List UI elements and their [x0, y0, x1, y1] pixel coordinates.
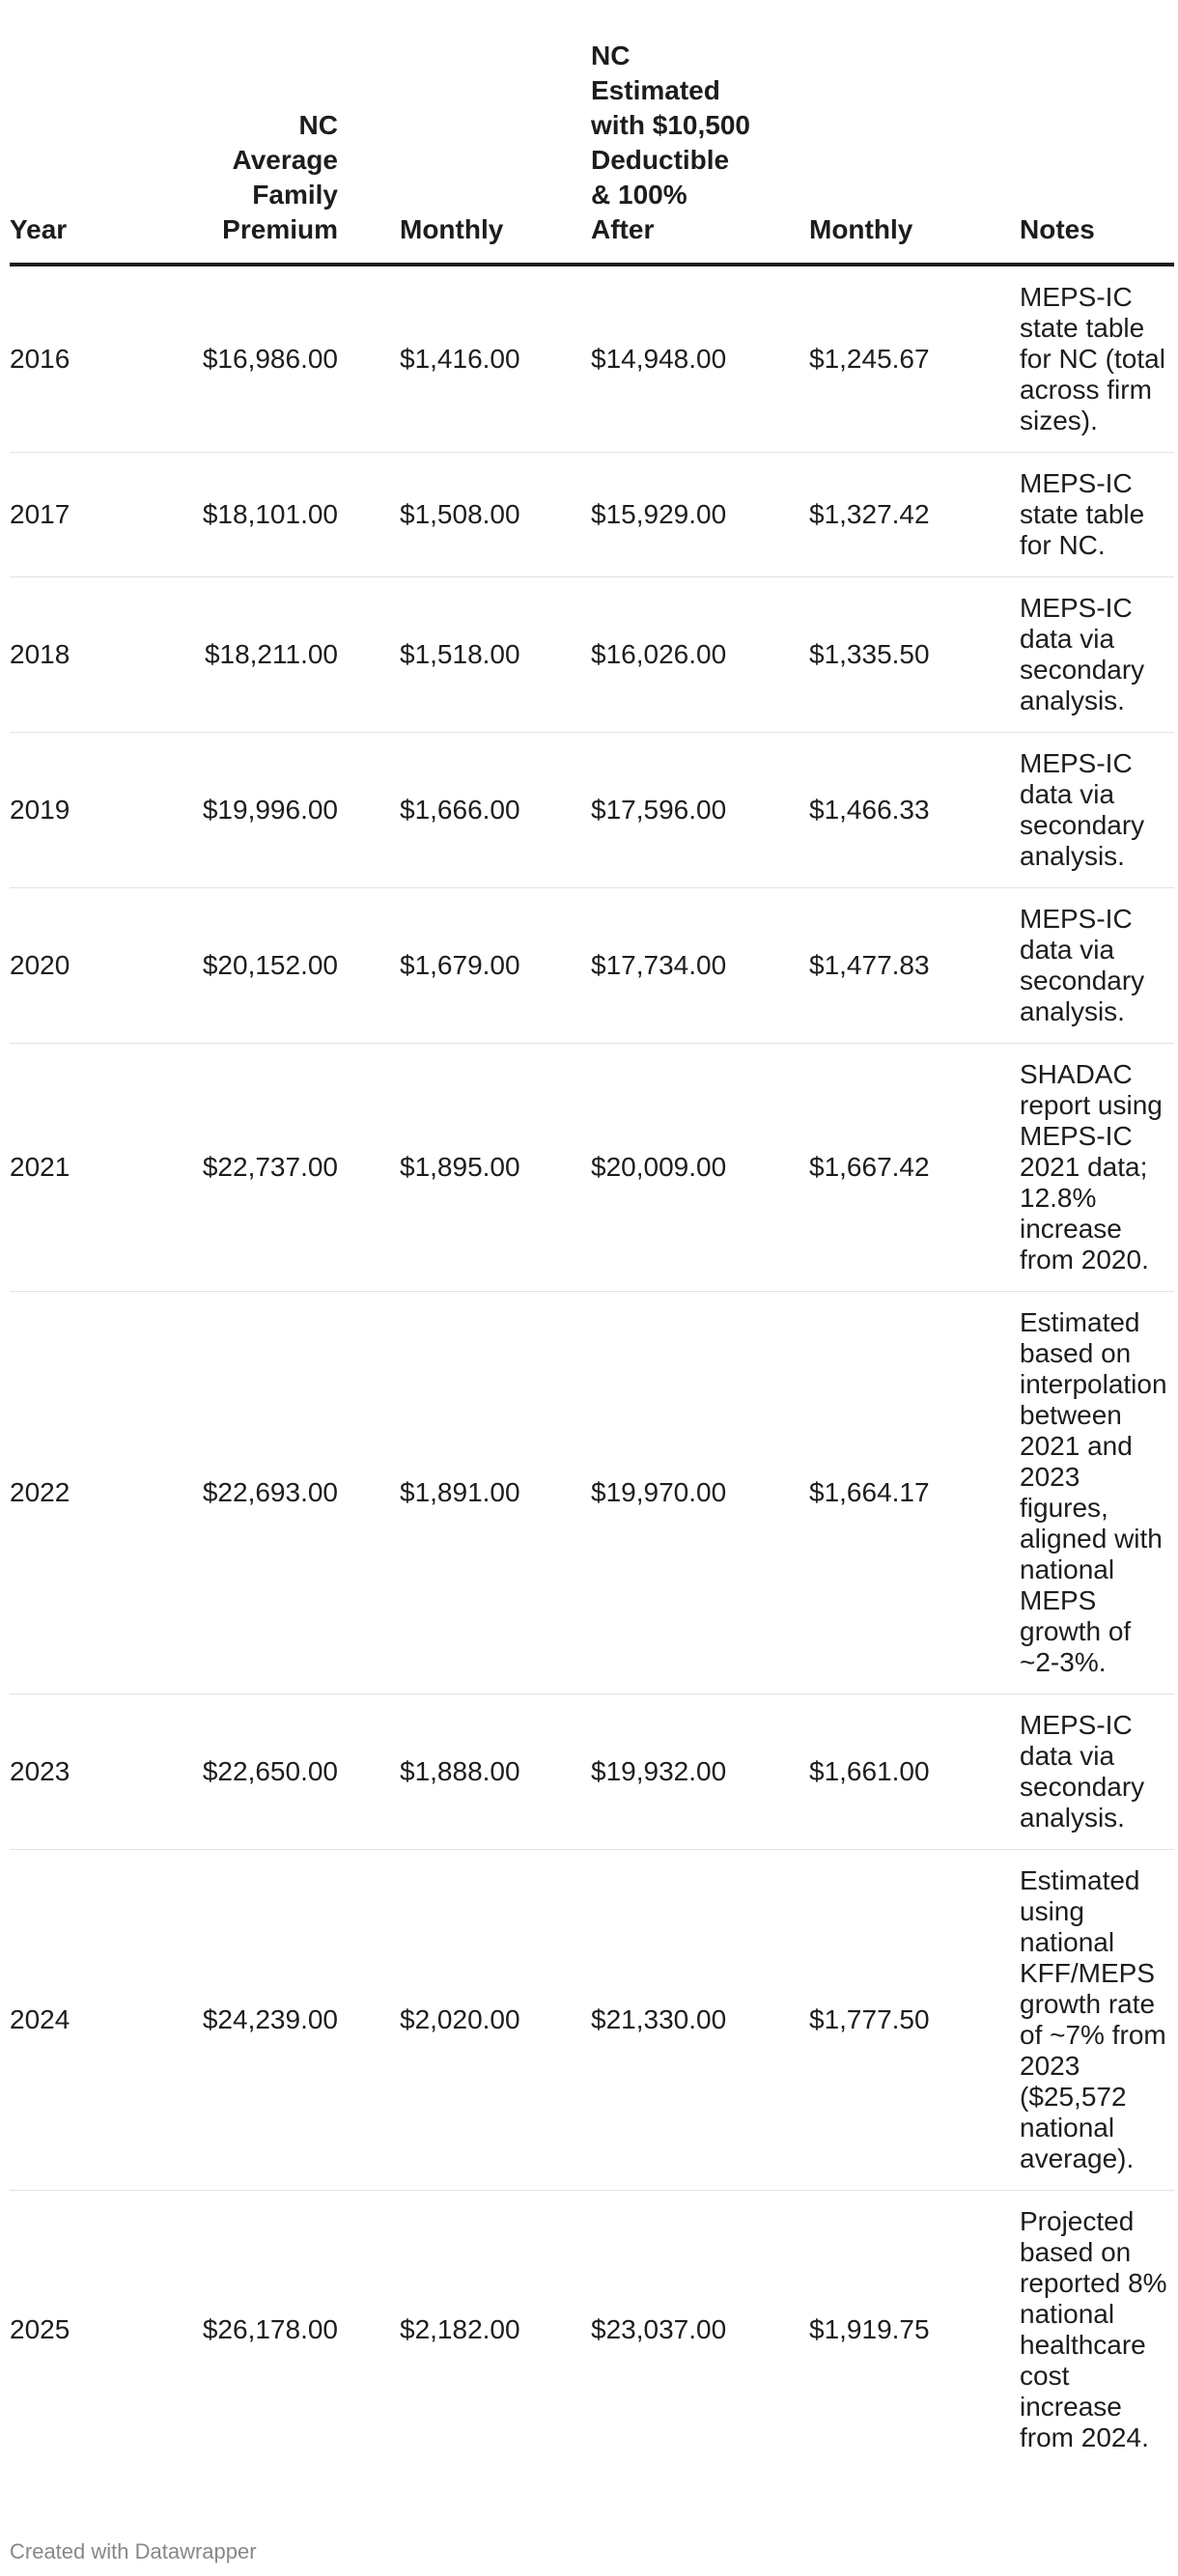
table-row — [10, 733, 1174, 888]
table-row — [10, 577, 1174, 733]
cell-premium: $20,152.00 — [193, 888, 338, 1044]
cell-estimated: $16,026.00 — [533, 577, 751, 733]
header-year: Year — [10, 39, 193, 265]
cell-monthly-premium: $2,182.00 — [400, 2314, 520, 2344]
cell-premium: $26,178.00 — [202, 2314, 338, 2344]
cell-monthly-estimated: $1,466.33 — [751, 733, 944, 888]
data-table — [10, 39, 1174, 2469]
table-row — [10, 1850, 1174, 2191]
cell-notes: Estimated based on interpolation between 2021 and 2023 figures, aligned with national MEPS growth of ~2-3%. — [944, 1292, 1174, 1694]
cell-premium: $22,737.00 — [193, 1044, 338, 1292]
header-notes: Notes — [944, 39, 1174, 265]
datawrapper-credit: Created with Datawrapper — [10, 2539, 257, 2563]
cell-monthly-estimated: $1,919.75 — [809, 2314, 930, 2344]
header-nc-average-family-premium: NC Average Family Premium — [193, 39, 338, 265]
cell-year: 2023 — [10, 1694, 193, 1850]
table-row — [10, 1292, 1174, 1694]
header-monthly-estimated: Monthly — [751, 39, 944, 265]
cell-year: 2020 — [10, 888, 193, 1044]
cell-notes: MEPS-IC data via secondary analysis. — [944, 733, 1174, 888]
cell-monthly-premium: $2,020.00 — [338, 1850, 533, 2191]
cell-notes: MEPS-IC state table for NC (total across firm sizes). — [944, 265, 1174, 453]
cell-estimated: $17,734.00 — [533, 888, 751, 1044]
cell-estimated: $17,596.00 — [533, 733, 751, 888]
header-row — [10, 39, 1174, 265]
table-row — [10, 453, 1174, 577]
cell-monthly-estimated: $1,477.83 — [751, 888, 944, 1044]
cell-monthly-estimated: $1,245.67 — [751, 265, 944, 453]
cell-estimated: $14,948.00 — [533, 265, 751, 453]
cell-monthly-premium: $1,895.00 — [338, 1044, 533, 1292]
cell-premium: $22,693.00 — [193, 1292, 338, 1694]
cell-notes: SHADAC report using MEPS-IC 2021 data; 12.8% increase from 2020. — [944, 1044, 1174, 1292]
cell-monthly-estimated: $1,777.50 — [751, 1850, 944, 2191]
cell-estimated: $15,929.00 — [533, 453, 751, 577]
cell-premium: $16,986.00 — [193, 265, 338, 453]
cell-year: 2016 — [10, 265, 193, 453]
cell-monthly-premium: $1,666.00 — [338, 733, 533, 888]
cell-notes: MEPS-IC data via secondary analysis. — [944, 577, 1174, 733]
cell-year: 2024 — [10, 1850, 193, 2191]
cell-estimated: $21,330.00 — [533, 1850, 751, 2191]
cell-estimated: $19,932.00 — [533, 1694, 751, 1850]
cell-notes: Projected based on reported 8% national healthcare cost increase from 2024. — [1020, 2206, 1167, 2452]
cell-notes: MEPS-IC data via secondary analysis. — [944, 888, 1174, 1044]
cell-premium: $22,650.00 — [193, 1694, 338, 1850]
table-row — [10, 1044, 1174, 1292]
header-nc-estimated-deductible: NC Estimated with $10,500 Deductible & 100% After — [533, 39, 751, 265]
cell-premium: $18,101.00 — [193, 453, 338, 577]
cell-premium: $19,996.00 — [193, 733, 338, 888]
table-row — [10, 1694, 1174, 1850]
cell-year: 2019 — [10, 733, 193, 888]
cell-monthly-premium: $1,679.00 — [338, 888, 533, 1044]
cell-estimated: $23,037.00 — [591, 2314, 727, 2344]
cell-premium: $18,211.00 — [193, 577, 338, 733]
cell-year: 2025 — [10, 2314, 70, 2344]
cell-monthly-estimated: $1,664.17 — [751, 1292, 944, 1694]
cell-estimated: $19,970.00 — [533, 1292, 751, 1694]
header-monthly-premium: Monthly — [338, 39, 533, 265]
table-body — [10, 265, 1174, 2469]
cell-notes: Estimated using national KFF/MEPS growth rate of ~7% from 2023 ($25,572 national average). — [944, 1850, 1174, 2191]
cell-estimated: $20,009.00 — [533, 1044, 751, 1292]
cell-monthly-estimated: $1,327.42 — [751, 453, 944, 577]
cell-notes: MEPS-IC state table for NC. — [944, 453, 1174, 577]
cell-monthly-estimated: $1,335.50 — [751, 577, 944, 733]
cell-year: 2017 — [10, 453, 193, 577]
table-row — [10, 2191, 1174, 2470]
cell-monthly-premium: $1,888.00 — [338, 1694, 533, 1850]
cell-monthly-premium: $1,518.00 — [338, 577, 533, 733]
cell-year: 2022 — [10, 1292, 193, 1694]
cell-notes: MEPS-IC data via secondary analysis. — [944, 1694, 1174, 1850]
cell-monthly-premium: $1,416.00 — [338, 265, 533, 453]
cell-year: 2018 — [10, 577, 193, 733]
cell-monthly-estimated: $1,667.42 — [751, 1044, 944, 1292]
table-row — [10, 888, 1174, 1044]
table-row — [10, 265, 1174, 453]
cell-monthly-premium: $1,891.00 — [338, 1292, 533, 1694]
cell-monthly-premium: $1,508.00 — [338, 453, 533, 577]
cell-monthly-estimated: $1,661.00 — [751, 1694, 944, 1850]
cell-premium: $24,239.00 — [193, 1850, 338, 2191]
cell-year: 2021 — [10, 1044, 193, 1292]
